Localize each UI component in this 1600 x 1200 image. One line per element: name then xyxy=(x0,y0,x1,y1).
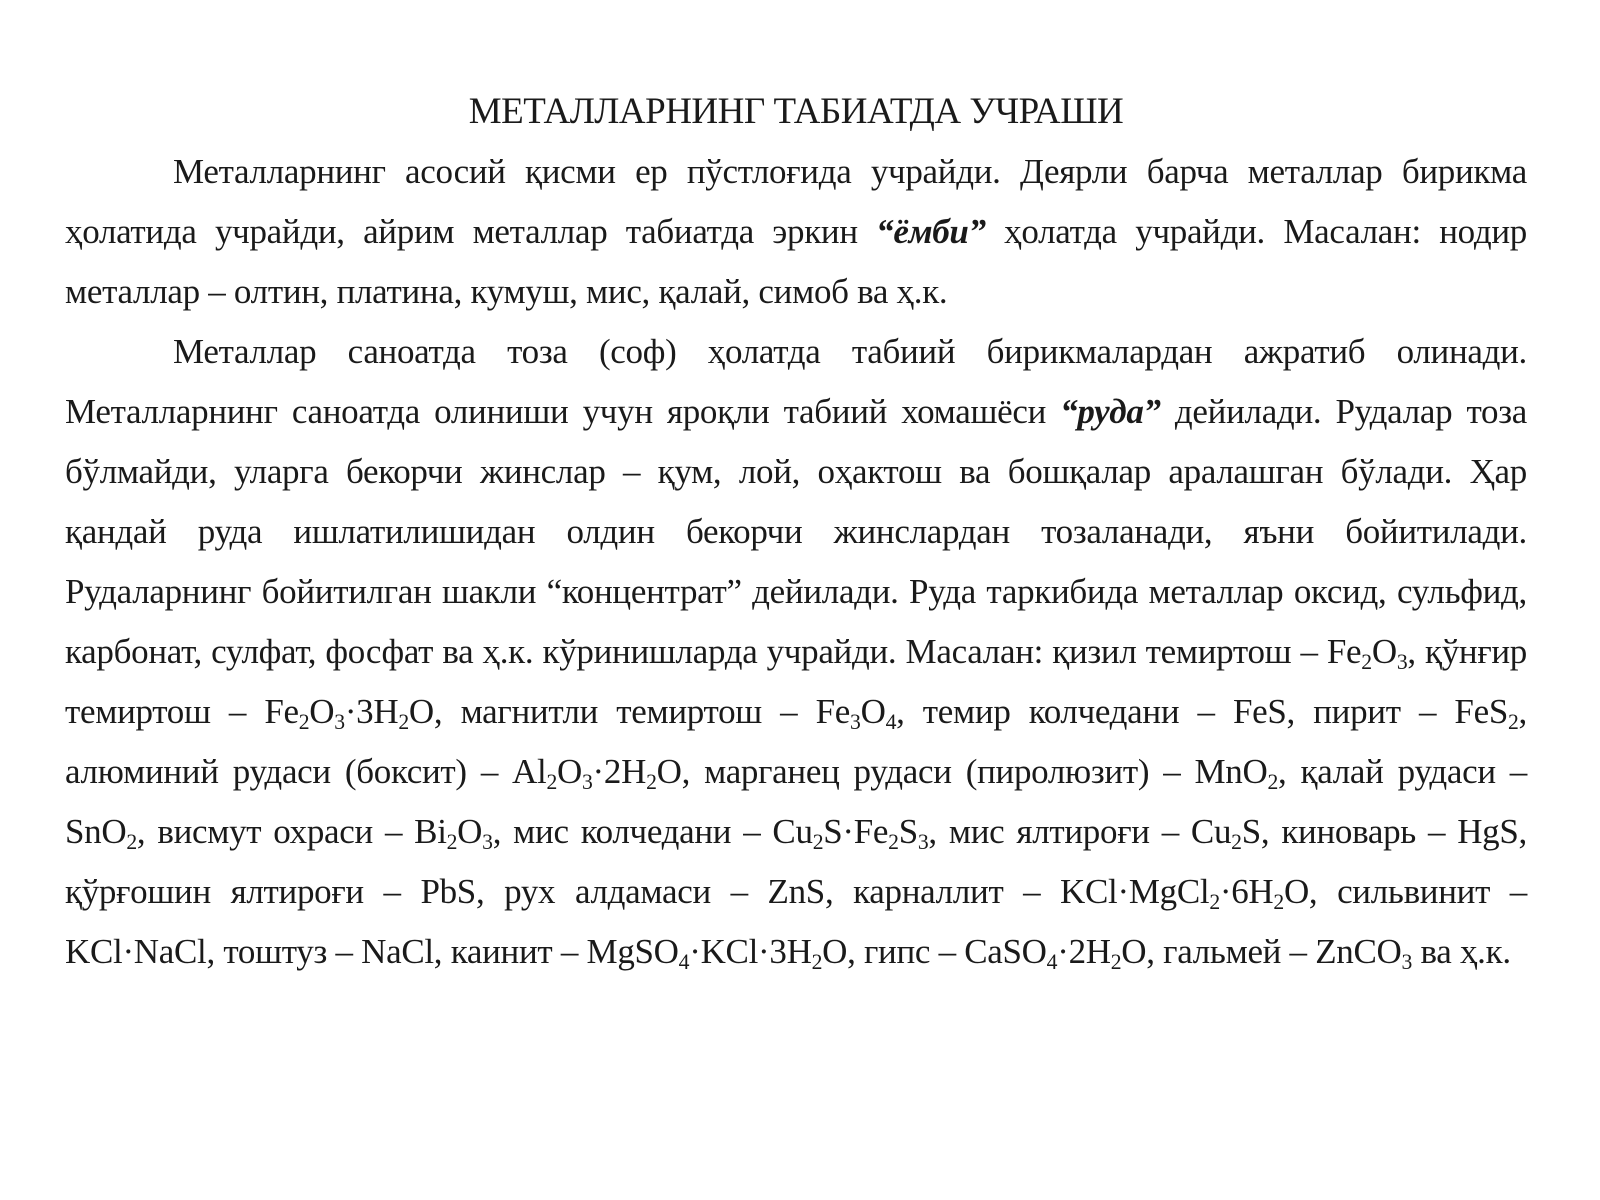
paragraph-2-text-a: Металлар саноатда тоза (соф) ҳолатда табиий бирикмалардан ажратиб олинади. Металларнинг саноатда олиниши учун яроқли табиий хомашёси xyxy=(65,332,1527,431)
formula-text-1: , қўнғир темиртош – $Fe_2O_3\cdot 3H_2O$, магнитли темиртош – $Fe_3O_4$, темир колчедани – FeS, пирит – FeS$_2$, алюминий рудаси (боксит) – $Al_2O_3\cdot 2H_2O$, марганец рудаси (пиролюзит) – MnO$_2$, қалай рудаси – SnO$_2$, висмут охраси – $Bi_2O_3$, мис колчедани – $Cu_2S\cdot Fe_2S_3$, мис ялтироғи – $Cu_2S$, киноварь – HgS, қўрғошин ялтироғи – PbS, рух алдамаси – ZnS, карналлит – $KCl\cdot MgCl_2\cdot 6H_2O$, сильвинит – KCl·NaCl, тоштуз – NaCl, каинит – $MgSO_4\cdot KCl\cdot 3H_2O$, гипс – $CaSO_4\cdot 2H_2O$, гальмей – ZnCO$_3$ ва ҳ.к. xyxy=(65,632,1528,975)
document-page xyxy=(65,82,1527,982)
emphasis-ruda: “руда” xyxy=(1060,392,1161,431)
paragraph-1 xyxy=(65,142,1527,322)
paragraph-2 xyxy=(65,322,1527,982)
emphasis-yombi: “ёмби” xyxy=(876,212,986,251)
paragraph-1-text-b: ҳолатда учрайди. Масалан: нодир металлар – олтин, платина, кумуш, мис, қалай, симоб ва ҳ.к. xyxy=(65,212,1527,311)
document-title: МЕТАЛЛАРНИНГ ТАБИАТДА УЧРАШИ xyxy=(468,91,1124,132)
paragraph-2-text-b: дейилади. Рудалар тоза бўлмайди, уларга бекорчи жинслар – қум, лой, оҳактош ва бошқалар аралашган бўлади. Ҳар қандай руда ишлатилишидан олдин бекорчи жинслардан тозаланади, яъни бойитилади. Рудаларнинг бойитилган шакли “концентрат” дейилади. Руда таркибида металлар оксид, сульфид, карбонат, сулфат, фосфат ва ҳ.к. кўринишларда учрайди. Масалан: қизил темиртош – xyxy=(65,392,1527,671)
paragraph-1-text-a: Металларнинг асосий қисми ер пўстлоғида учрайди. Деярли барча металлар бирикма ҳолатида учрайди, айрим металлар табиатда эркин xyxy=(65,152,1527,251)
formula-text-0: $Fe_2O_3$ xyxy=(1326,632,1408,675)
